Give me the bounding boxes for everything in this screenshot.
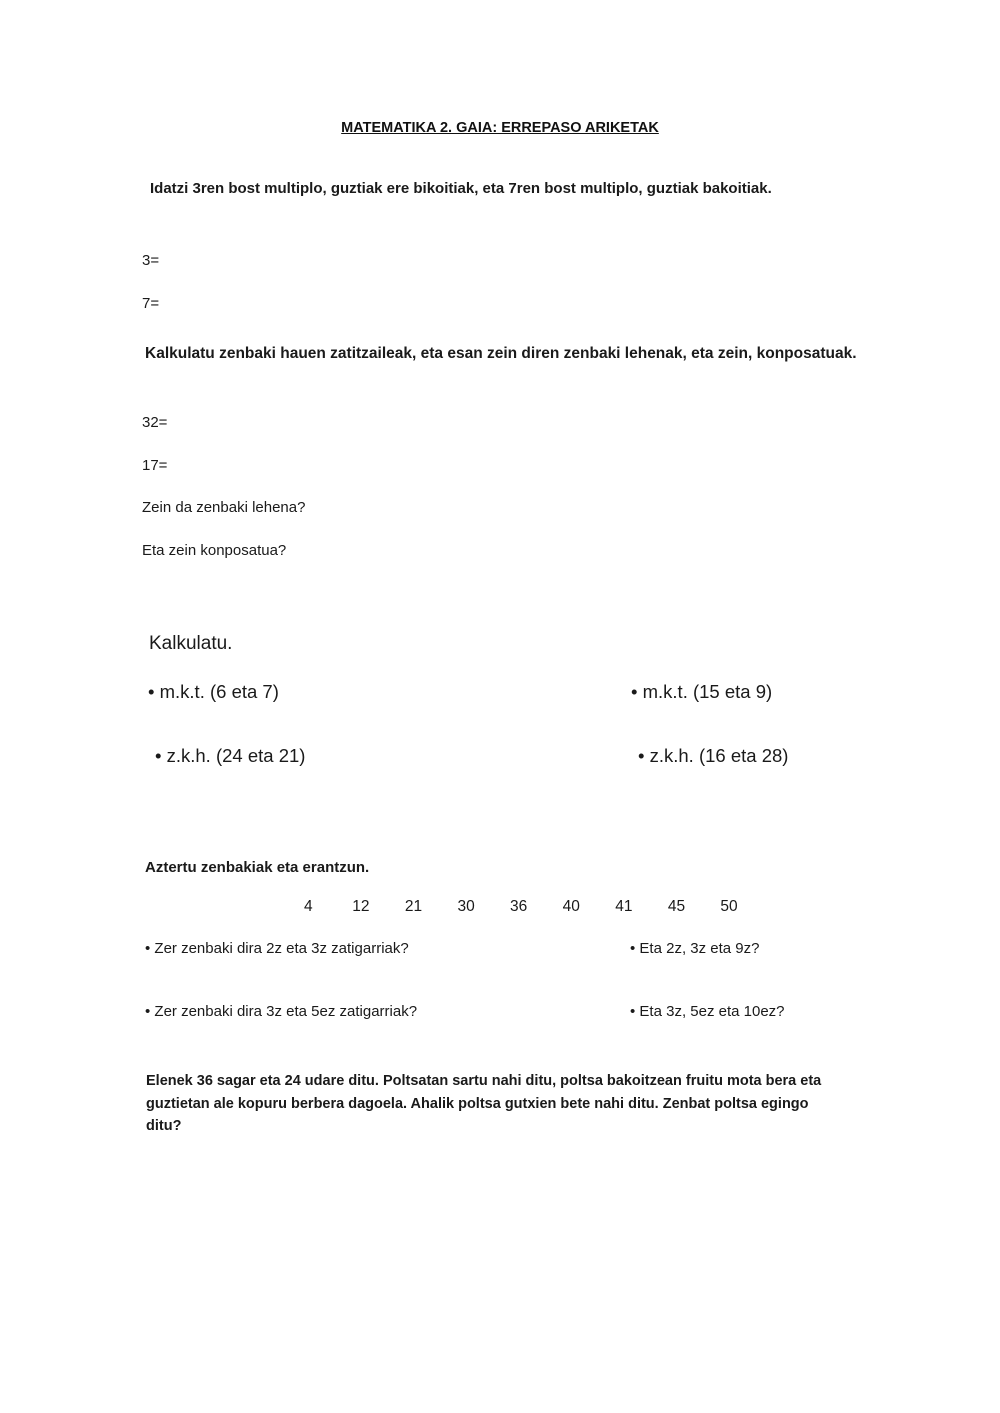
divisible-3-5-10-question: • Eta 3z, 5ez eta 10ez? [630,1003,785,1020]
divisible-2-3-question: • Zer zenbaki dira 2z eta 3z zatigarriak? [145,940,409,957]
page-title: MATEMATIKA 2. GAIA: ERREPASO ARIKETAK [341,120,659,136]
number-item: 45 [667,898,686,915]
number-item: 21 [404,898,423,915]
lcm-15-9-item: • m.k.t. (15 eta 9) [631,681,773,702]
prime-number-question: Zein da zenbaki lehena? [142,499,306,516]
number-item: 41 [615,898,633,915]
divisors-of-17-line: 17= [142,457,168,474]
divisors-of-32-line: 32= [142,414,168,431]
exercise-1-instruction: Idatzi 3ren bost multiplo, guztiak ere bikoitiak, eta 7ren bost multiplo, guztiak bakoitiak. [150,180,772,197]
word-problem: Elenek 36 sagar eta 24 udare ditu. Poltsatan sartu nahi ditu, poltsa bakoitzean fruitu mota bera eta guztietan ale kopuru berbera dagoela. Ahalik poltsa gutxien bete nahi ditu. Zenbat poltsa egingo ditu? [146,1073,822,1134]
exercise-3-title: Kalkulatu. [149,633,233,654]
number-item: 30 [457,898,475,915]
exercise-2-instruction: Kalkulatu zenbaki hauen zatitzaileak, eta esan zein diren zenbaki lehenak, eta zein, konposatuak. [145,345,857,362]
number-item: 50 [720,898,738,915]
number-item: 12 [352,898,370,915]
divisible-2-3-9-question: • Eta 2z, 3z eta 9z? [630,940,760,957]
number-item: 4 [303,898,313,915]
number-list [282,898,755,916]
number-item: 40 [562,898,580,915]
gcd-24-21-item: • z.k.h. (24 eta 21) [155,745,306,766]
multiples-of-3-line: 3= [142,252,160,269]
number-item: 36 [510,898,528,915]
exercise-4-title: Aztertu zenbakiak eta erantzun. [145,859,370,876]
composite-number-question: Eta zein konposatua? [142,542,287,559]
multiples-of-7-line: 7= [142,295,160,312]
gcd-16-28-item: • z.k.h. (16 eta 28) [638,745,789,766]
lcm-6-7-item: • m.k.t. (6 eta 7) [148,681,279,702]
divisible-3-5-question: • Zer zenbaki dira 3z eta 5ez zatigarriak? [145,1003,418,1020]
